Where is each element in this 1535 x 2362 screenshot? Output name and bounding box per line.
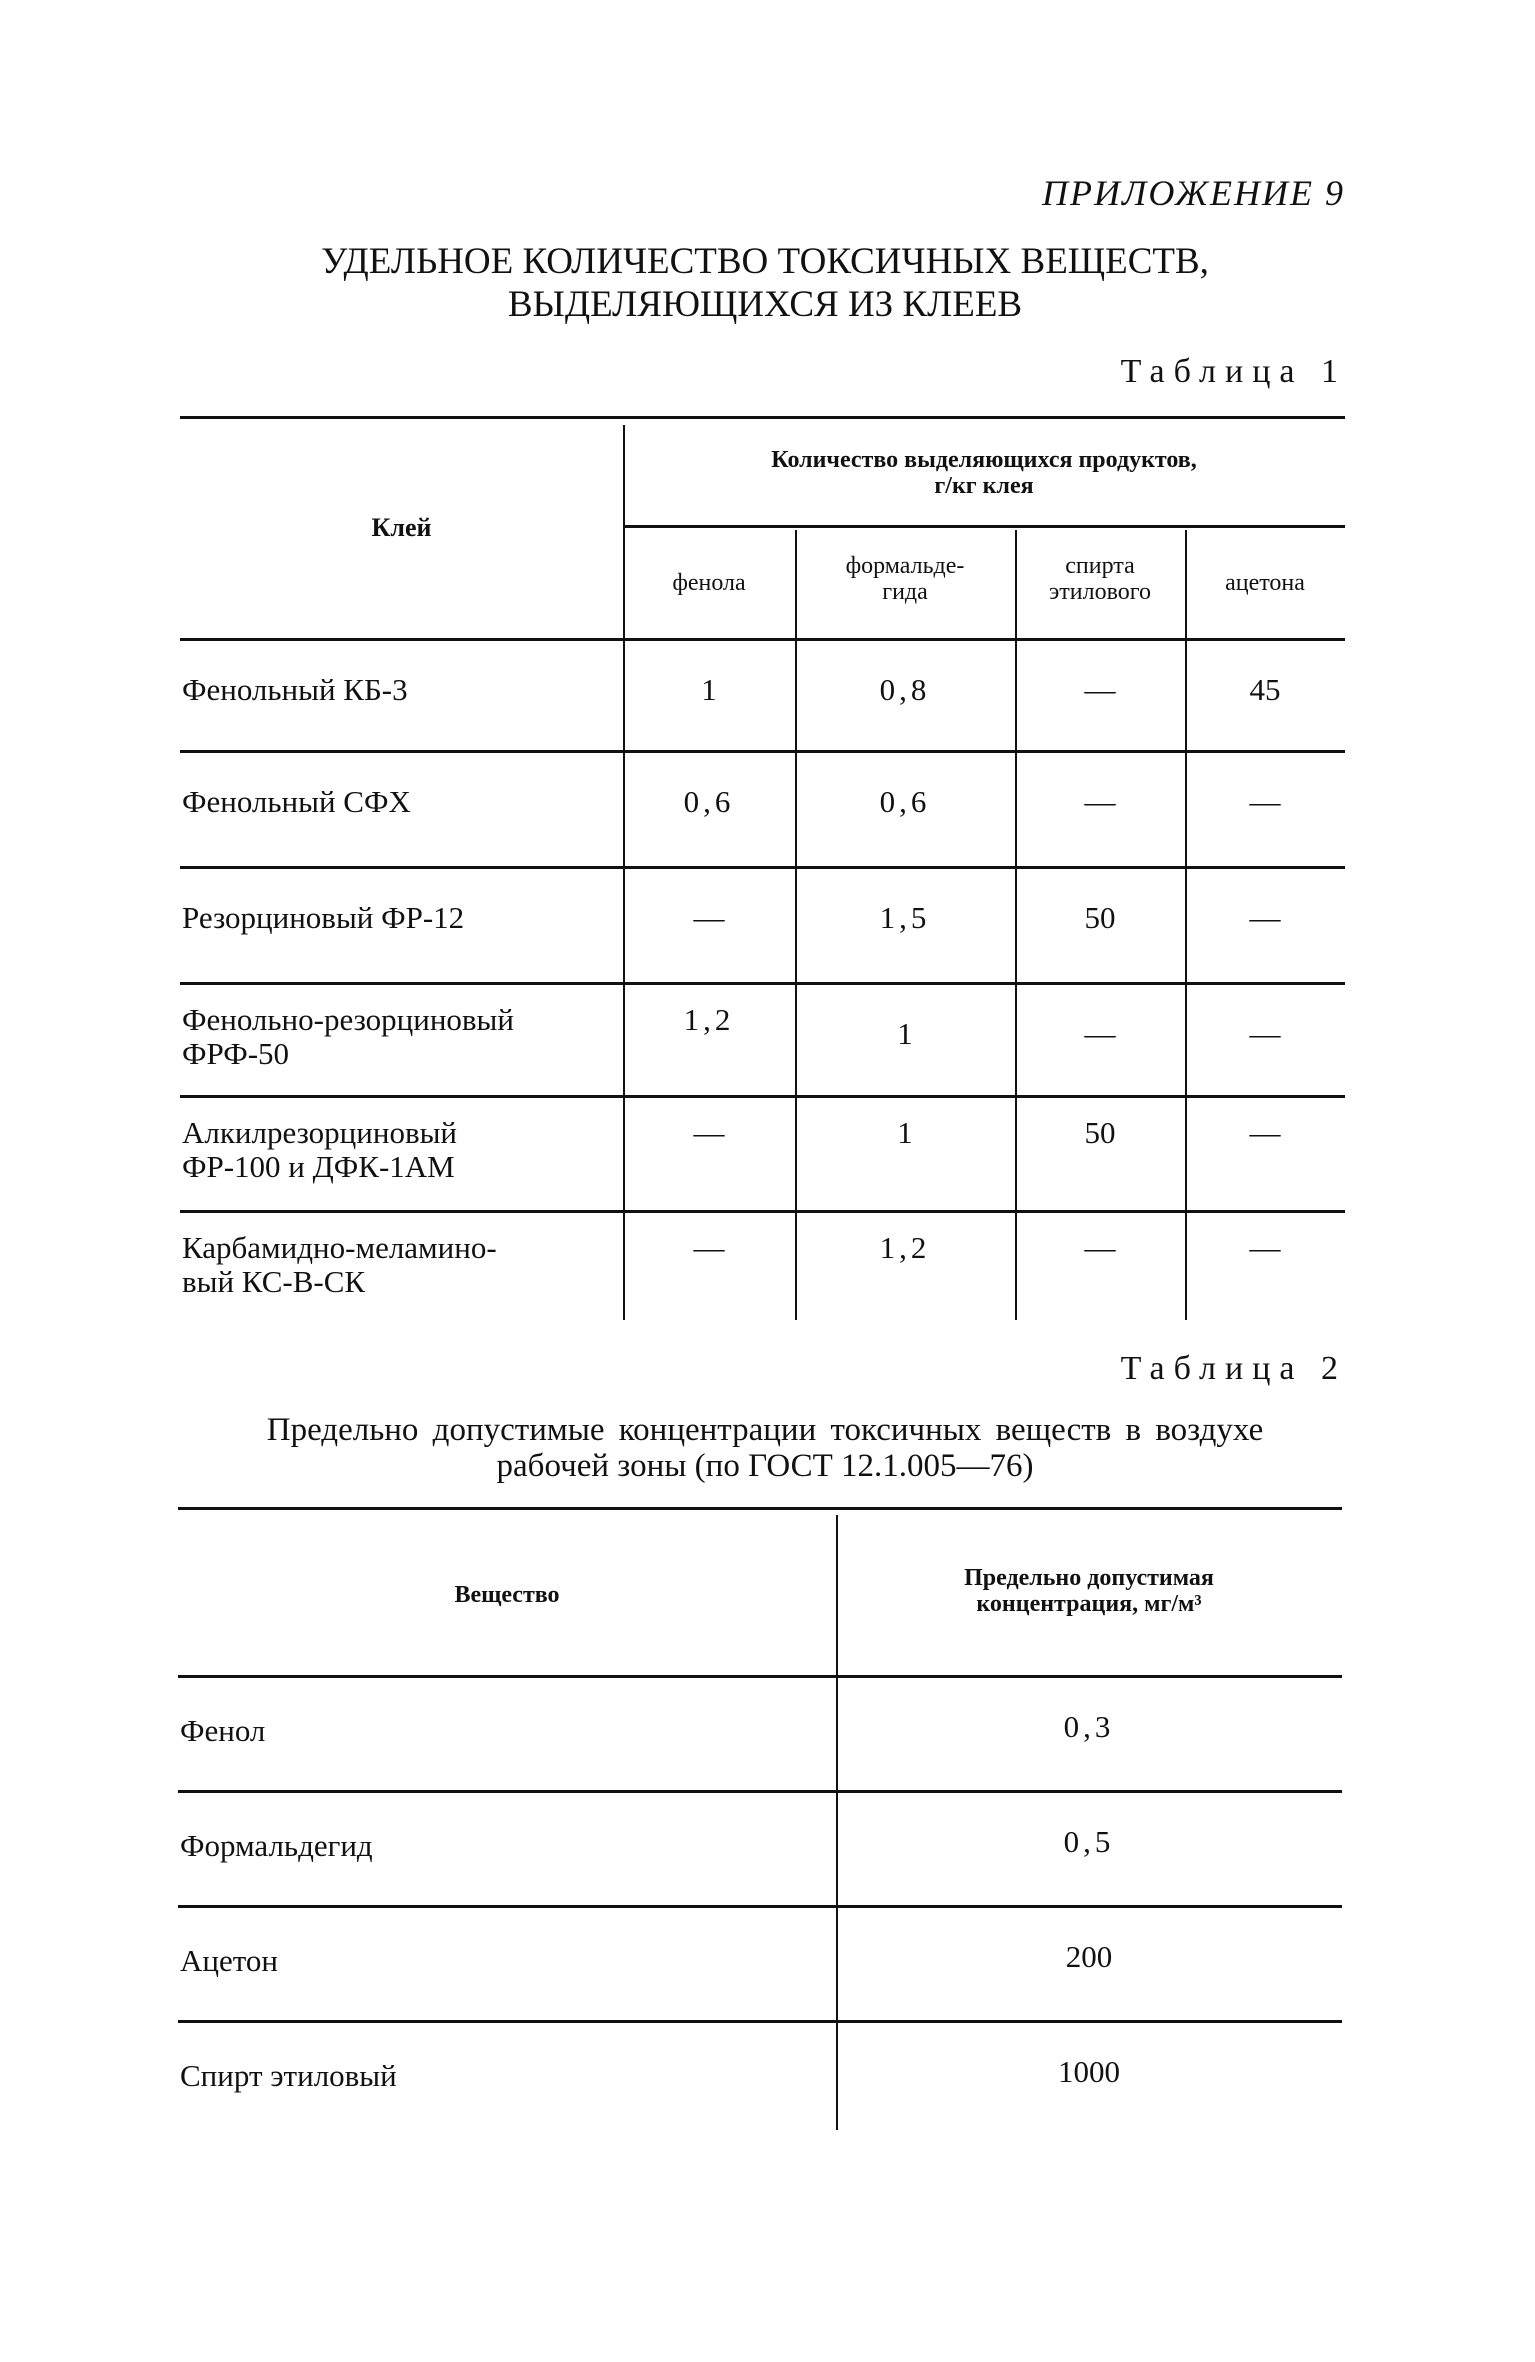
cell-value: 0,8 [879,672,931,707]
cell-value: 50 [1084,1115,1116,1150]
cell-value: — [1084,672,1116,707]
table1-subheader: гида [882,579,928,605]
cell-value: 0,6 [683,784,735,819]
table2-caption-1: Предельно допустимые концентрации токсичных веществ в воздухе [266,1412,1264,1448]
table1-subheader: спирта [1065,553,1135,579]
glue-name: Фенольно-резорциновый [182,1002,514,1037]
cell-value: 45 [1249,672,1281,707]
glue-name: Фенольный КБ-3 [182,672,408,707]
table1-subheader-rule [623,525,1345,528]
table2-top-rule [178,1507,1342,1510]
table2-label: Таблица 2 [1120,1350,1347,1387]
glue-name: Алкилрезорциновый [182,1115,458,1150]
cell-value: — [1084,1230,1116,1265]
cell-value: 1,2 [683,1002,735,1037]
cell-value: — [693,1230,725,1265]
table2-row-rule [178,1675,1342,1678]
substance-name: Фенол [180,1713,266,1748]
cell-value: — [1084,784,1116,819]
table1-row-rule [180,638,1345,641]
table1-subheader: ацетона [1225,570,1305,596]
glue-name: Фенольный СФХ [182,784,411,819]
limit-value: 200 [1065,1939,1113,1974]
cell-value: 1 [897,1016,913,1051]
table1-header-glue: Клей [371,513,432,542]
cell-value: 50 [1084,900,1116,935]
cell-value: 1 [897,1115,913,1150]
table2-header-limit-1: Предельно допустимая [964,1565,1214,1591]
table1-row-rule [180,1095,1345,1098]
table1-row-rule [180,1210,1345,1213]
cell-value: — [1249,900,1281,935]
limit-value: 0,3 [1063,1709,1115,1744]
cell-value: — [1249,1230,1281,1265]
table2-header-substance: Вещество [454,1582,560,1608]
substance-name: Спирт этиловый [180,2058,397,2093]
cell-value: — [1249,784,1281,819]
cell-value: — [1249,1115,1281,1150]
table2-caption-2: рабочей зоны (по ГОСТ 12.1.005—76) [496,1448,1034,1484]
table1-group-header-1: Количество выделяющихся продуктов, [771,447,1197,473]
cell-value: 0,6 [879,784,931,819]
title-line-1: УДЕЛЬНОЕ КОЛИЧЕСТВО ТОКСИЧНЫХ ВЕЩЕСТВ, [321,241,1209,282]
glue-name: Карбамидно-меламино- [182,1230,497,1265]
cell-value: — [693,1115,725,1150]
table2-row-rule [178,1905,1342,1908]
table2-header-limit-2: концентрация, мг/м³ [976,1591,1202,1617]
limit-value: 1000 [1058,2054,1120,2089]
table1-row-rule [180,750,1345,753]
table1-top-rule [180,416,1345,419]
table1-group-header-2: г/кг клея [934,473,1034,499]
cell-value: 1 [701,672,717,707]
table1-subheader: этилового [1048,579,1152,605]
cell-value: 1,2 [879,1230,931,1265]
table1-subheader: формальде- [845,553,965,579]
glue-name: вый КС-В-СК [182,1264,366,1299]
substance-name: Формальдегид [180,1828,373,1863]
table1-col-rule [623,425,625,1320]
table1-subheader: фенола [672,570,746,596]
appendix-label: ПРИЛОЖЕНИЕ 9 [1042,173,1345,213]
table2-row-rule [178,2020,1342,2023]
table1-row-rule [180,982,1345,985]
table1-label: Таблица 1 [1120,353,1347,390]
cell-value: — [1084,1016,1116,1051]
glue-name: ФРФ-50 [182,1036,290,1071]
substance-name: Ацетон [180,1943,278,1978]
table1-row-rule [180,866,1345,869]
title-line-2: ВЫДЕЛЯЮЩИХСЯ ИЗ КЛЕЕВ [507,284,1023,325]
table2-row-rule [178,1790,1342,1793]
glue-name: Резорциновый ФР-12 [182,900,465,935]
cell-value: — [1249,1016,1281,1051]
cell-value: — [693,900,725,935]
glue-name: ФР-100 и ДФК-1АМ [182,1149,455,1184]
cell-value: 1,5 [879,900,931,935]
limit-value: 0,5 [1063,1824,1115,1859]
